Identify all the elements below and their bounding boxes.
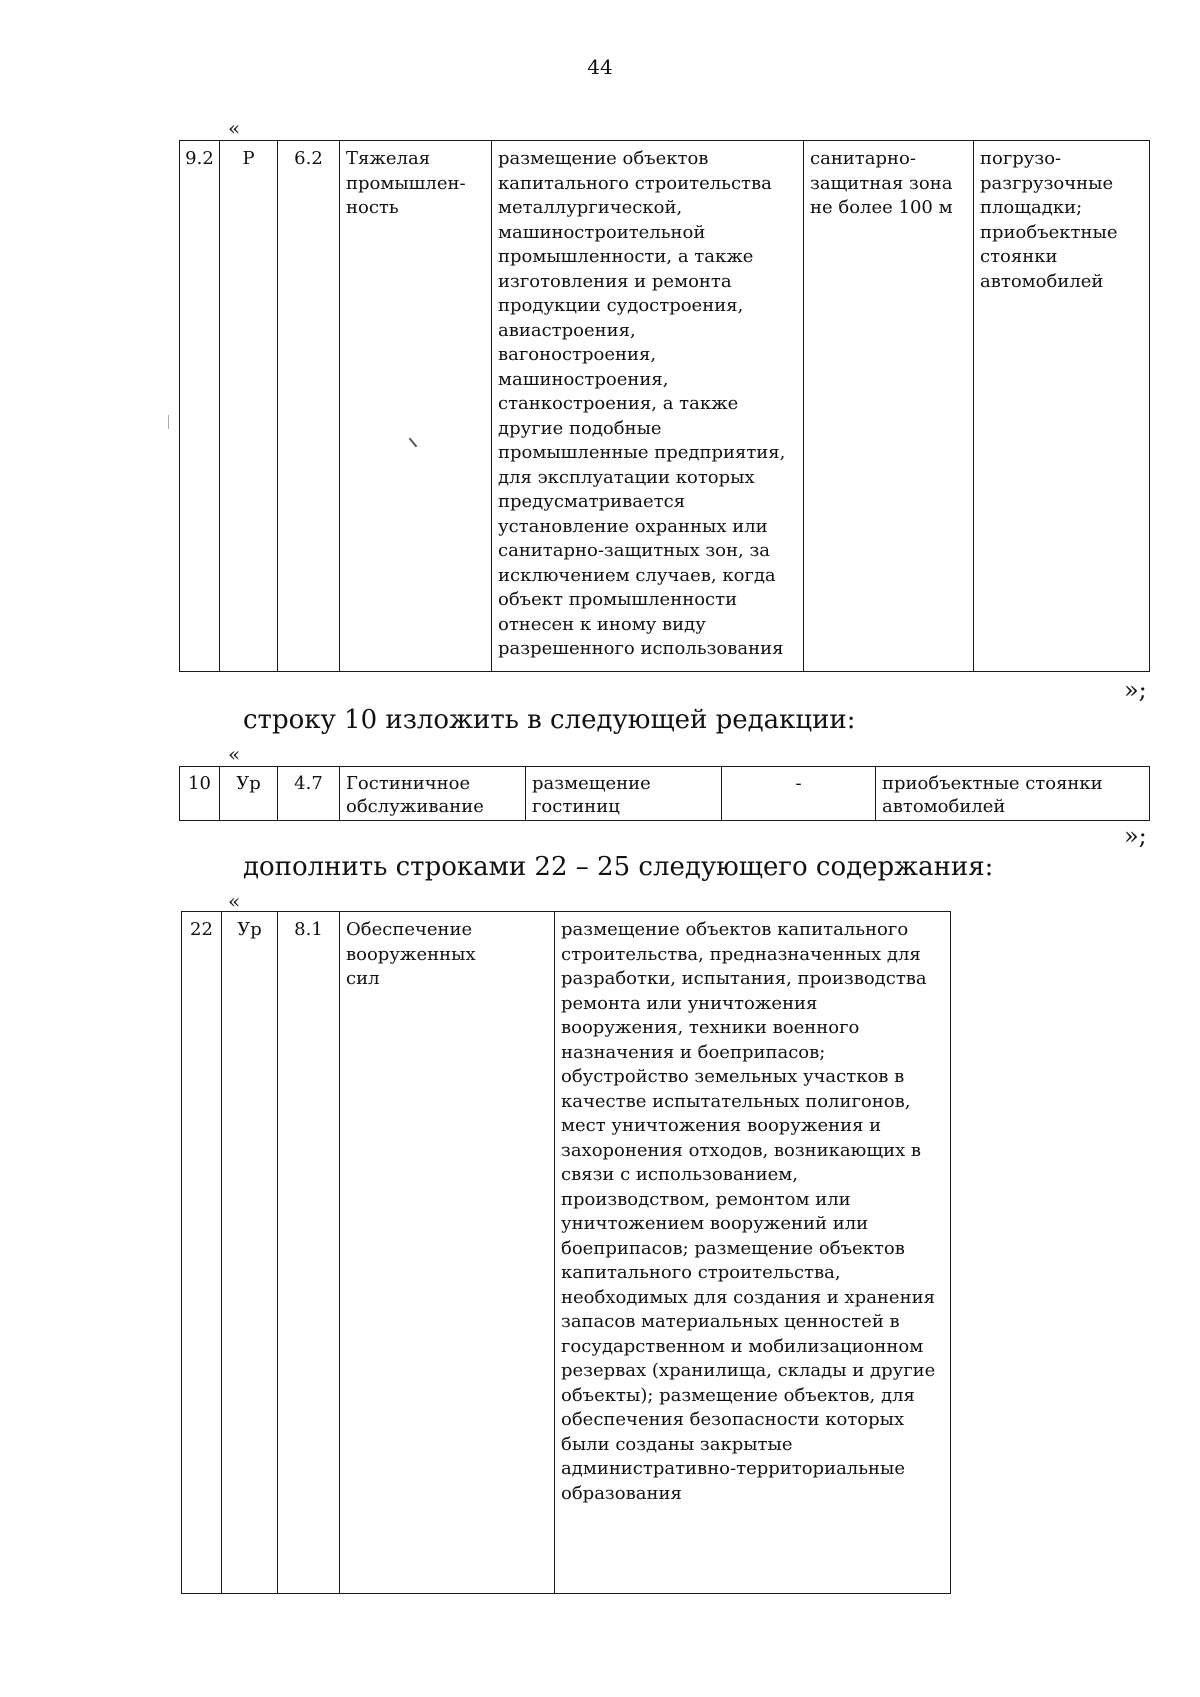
use-restriction: санитарно- защитная зона не более 100 м	[804, 141, 974, 672]
use-name: Обеспечение вооруженных сил	[340, 912, 555, 1594]
use-restriction: -	[722, 767, 876, 821]
zone-type: Ур	[222, 912, 278, 1594]
auxiliary-use: погрузо- разгрузочные площадки; приобъектные стоянки автомобилей	[974, 141, 1150, 672]
zone-type: Р	[220, 141, 278, 672]
open-quote-table3: «	[228, 889, 241, 913]
auxiliary-use: приобъектные стоянки автомобилей	[876, 767, 1150, 821]
use-description: размещение объектов капитального строительства, предназначенных для разработки, испытания, производства ремонта или уничтожения вооружения, техники военного назначения и боеприпасов; обустройство земельных участков в качестве испытательных полигонов, мест уничтожения вооружения и захоронения отходов, возникающих в связи с использованием, производством, ремонтом или уничтожением вооружений или боеприпасов; размещение объектов капитального строительства, необходимых для создания и хранения запасов материальных ценностей в государственном и мобилизационном резервах (хранилища, склады и другие объекты); размещение объектов, для обеспечения безопасности которых были созданы закрытые административно-территориальные образования	[555, 912, 951, 1594]
use-code: 6.2	[278, 141, 340, 672]
use-description: размещение гостиниц	[526, 767, 722, 821]
scan-edge-artifact	[168, 415, 169, 429]
open-quote-table1: «	[228, 116, 241, 140]
table-row	[182, 912, 1164, 1594]
table-row	[180, 141, 1150, 672]
use-code: 4.7	[278, 767, 340, 821]
zone-type: Ур	[220, 767, 278, 821]
row-number: 9.2	[180, 141, 220, 672]
table-row-22	[181, 911, 1164, 1594]
row-number: 22	[182, 912, 222, 1594]
close-quote-table1: »;	[1124, 676, 1147, 704]
use-code: 8.1	[278, 912, 340, 1594]
table-row-9-2	[179, 140, 1150, 672]
heading-rows22-25: дополнить строками 22 – 25 следующего содержания:	[243, 852, 994, 882]
use-name: Тяжелая промышлен- ность	[340, 141, 492, 672]
open-quote-table2: «	[228, 742, 241, 766]
use-name: Гостиничное обслуживание	[340, 767, 526, 821]
close-quote-table2: »;	[1124, 822, 1147, 850]
row-number: 10	[180, 767, 220, 821]
table-row	[180, 767, 1150, 821]
table-row-10	[179, 766, 1150, 821]
page-number: 44	[587, 55, 613, 79]
use-description: размещение объектов капитального строительства металлургической, машиностроительной промышленности, а также изготовления и ремонта продукции судостроения, авиастроения, вагоностроения, машиностроения, станкостроения, а также другие подобные промышленные предприятия, для эксплуатации которых предусматривается установление охранных или санитарно-защитных зон, за исключением случаев, когда объект промышленности отнесен к иному виду разрешенного использования	[492, 141, 804, 672]
heading-row10: строку 10 изложить в следующей редакции:	[243, 705, 856, 735]
